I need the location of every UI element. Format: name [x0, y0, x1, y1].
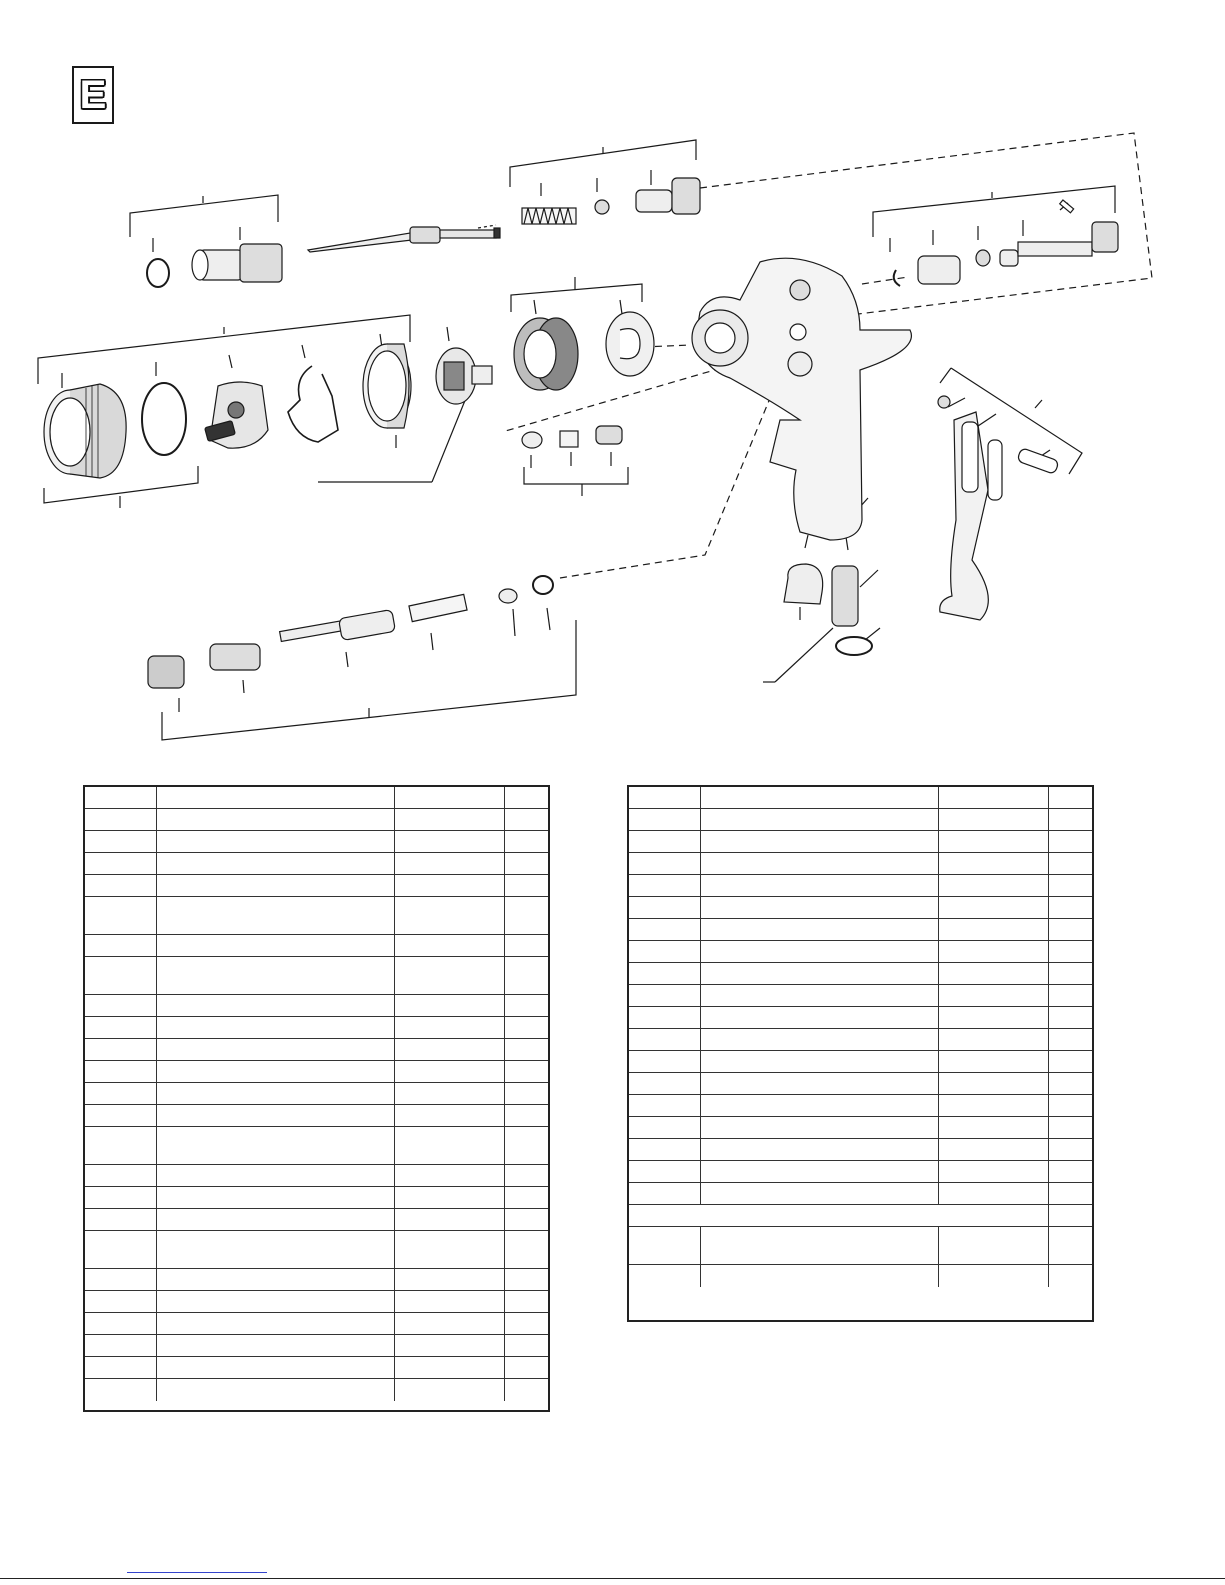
table-cell	[1049, 1095, 1092, 1116]
table-cell	[939, 809, 1049, 830]
table-cell	[505, 935, 548, 956]
table-cell	[157, 1017, 395, 1038]
table-cell	[157, 1061, 395, 1082]
table-cell	[939, 787, 1049, 808]
table-cell	[701, 1265, 939, 1287]
table-cell	[85, 1335, 157, 1356]
table-cell	[157, 1379, 395, 1401]
table-cell	[505, 1269, 548, 1290]
gun-body-part	[692, 258, 911, 540]
small-valve-parts	[522, 426, 622, 448]
air-cap-retaining-ring-part	[44, 384, 126, 478]
table-cell	[85, 1269, 157, 1290]
table-row	[629, 787, 1092, 809]
table-row	[85, 995, 548, 1017]
table-cell	[505, 787, 548, 808]
table-cell	[505, 1061, 548, 1082]
table-cell	[85, 897, 157, 934]
table-cell	[1049, 787, 1092, 808]
table-cell	[395, 897, 505, 934]
table-cell	[939, 875, 1049, 896]
splash-guard-part	[363, 344, 411, 428]
table-cell	[1049, 1161, 1092, 1182]
table-cell	[629, 919, 701, 940]
table-cell	[701, 787, 939, 808]
table-cell	[85, 809, 157, 830]
table-cell	[505, 1231, 548, 1268]
table-cell	[395, 995, 505, 1016]
table-cell	[157, 853, 395, 874]
table-cell	[85, 1127, 157, 1164]
table-cell	[701, 1183, 939, 1204]
table-cell	[395, 853, 505, 874]
table-row	[629, 853, 1092, 875]
table-cell	[701, 963, 939, 984]
table-cell	[939, 963, 1049, 984]
table-cell	[939, 985, 1049, 1006]
table-row	[629, 897, 1092, 919]
table-cell	[629, 985, 701, 1006]
table-cell	[1049, 1117, 1092, 1138]
table-cell	[395, 1039, 505, 1060]
table-cell	[939, 941, 1049, 962]
table-cell	[505, 1313, 548, 1334]
table-row	[85, 1379, 548, 1401]
table-cell	[939, 1051, 1049, 1072]
table-cell	[629, 831, 701, 852]
table-cell	[1049, 897, 1092, 918]
table-cell	[85, 1209, 157, 1230]
table-row	[629, 1227, 1092, 1265]
table-cell	[85, 1083, 157, 1104]
table-cell	[939, 831, 1049, 852]
seal-plate-part	[606, 312, 654, 376]
bracket-top-center	[510, 140, 696, 196]
table-cell	[395, 1083, 505, 1104]
table-row	[629, 985, 1092, 1007]
needle-adjusting-knob-part	[636, 178, 700, 214]
table-cell	[701, 853, 939, 874]
table-cell	[395, 831, 505, 852]
table-cell	[701, 1029, 939, 1050]
table-row	[629, 1183, 1092, 1205]
table-cell	[85, 1379, 157, 1401]
table-cell	[157, 1335, 395, 1356]
table-cell	[939, 853, 1049, 874]
table-cell	[629, 963, 701, 984]
table-row	[85, 1209, 548, 1231]
table-cell	[505, 831, 548, 852]
table-cell	[939, 1095, 1049, 1116]
table-cell	[701, 1095, 939, 1116]
table-cell	[85, 787, 157, 808]
table-cell	[629, 1007, 701, 1028]
section-e-label: E	[72, 66, 114, 124]
table-cell	[1049, 875, 1092, 896]
table-row	[85, 831, 548, 853]
table-cell	[939, 1161, 1049, 1182]
table-cell	[157, 1127, 395, 1164]
table-row	[85, 1017, 548, 1039]
table-cell	[701, 1117, 939, 1138]
table-row	[629, 1051, 1092, 1073]
table-cell	[395, 1335, 505, 1356]
table-cell	[505, 1105, 548, 1126]
table-cell	[157, 875, 395, 896]
table-cell	[701, 875, 939, 896]
table-row	[85, 875, 548, 897]
table-cell	[85, 957, 157, 994]
table-cell	[1049, 1051, 1092, 1072]
table-cell	[85, 1017, 157, 1038]
table-cell	[1049, 1227, 1092, 1264]
table-cell	[85, 831, 157, 852]
table-cell	[1049, 853, 1092, 874]
table-cell	[395, 957, 505, 994]
bracket-small-parts	[524, 452, 628, 496]
table-cell	[1049, 831, 1092, 852]
table-cell	[629, 1095, 701, 1116]
table-cell	[395, 809, 505, 830]
table-cell	[701, 1139, 939, 1160]
table-cell	[395, 1061, 505, 1082]
parts-table-left	[83, 785, 550, 1412]
table-cell	[701, 1161, 939, 1182]
table-cell	[505, 1165, 548, 1186]
table-cell	[395, 1357, 505, 1378]
table-cell	[629, 1265, 701, 1287]
table-cell	[1049, 809, 1092, 830]
table-cell	[157, 1165, 395, 1186]
table-cell	[629, 1029, 701, 1050]
table-cell	[157, 831, 395, 852]
fluid-nozzle-part	[436, 348, 492, 404]
table-cell	[85, 1039, 157, 1060]
table-cell	[1049, 985, 1092, 1006]
table-cell	[939, 919, 1049, 940]
table-cell	[157, 957, 395, 994]
table-cell	[85, 853, 157, 874]
table-row	[629, 831, 1092, 853]
needle-spring-cap-part	[595, 200, 609, 214]
table-cell	[505, 1039, 548, 1060]
table-cell	[157, 1357, 395, 1378]
table-cell	[629, 1161, 701, 1182]
table-cell	[85, 1165, 157, 1186]
table-cell	[939, 1117, 1049, 1138]
table-cell	[395, 1269, 505, 1290]
table-row	[85, 1165, 548, 1187]
exploded-parts-diagram	[0, 0, 1225, 760]
table-row	[629, 1073, 1092, 1095]
spring-clip-part	[288, 366, 338, 442]
bracket-mid-center	[511, 277, 642, 314]
table-cell	[1049, 1073, 1092, 1094]
table-row	[629, 809, 1092, 831]
table-cell	[157, 787, 395, 808]
table-cell	[939, 897, 1049, 918]
table-cell	[85, 875, 157, 896]
table-cell	[85, 1061, 157, 1082]
table-cell	[395, 1105, 505, 1126]
table-cell	[395, 1165, 505, 1186]
table-cell	[157, 1083, 395, 1104]
table-cell	[701, 1073, 939, 1094]
table-row	[629, 1161, 1092, 1183]
air-cap-body-bushing-part	[147, 244, 282, 287]
table-cell	[505, 809, 548, 830]
table-row	[629, 941, 1092, 963]
footer-link-underline	[127, 1572, 267, 1573]
table-row	[629, 1117, 1092, 1139]
table-cell	[395, 787, 505, 808]
table-cell	[505, 875, 548, 896]
air-cap-part	[205, 382, 268, 448]
table-cell	[629, 1183, 701, 1204]
table-cell	[505, 1187, 548, 1208]
table-cell	[1049, 1205, 1092, 1226]
table-cell	[85, 935, 157, 956]
table-cell	[629, 1073, 701, 1094]
table-cell	[157, 1291, 395, 1312]
table-cell	[157, 1187, 395, 1208]
table-cell	[157, 1105, 395, 1126]
table-cell	[701, 985, 939, 1006]
table-cell	[1049, 941, 1092, 962]
table-row	[629, 1007, 1092, 1029]
table-cell	[701, 809, 939, 830]
table-cell	[395, 1379, 505, 1401]
table-cell	[505, 853, 548, 874]
table-row	[85, 897, 548, 935]
table-cell	[629, 1051, 701, 1072]
table-row	[85, 1105, 548, 1127]
table-row	[85, 1231, 548, 1269]
table-cell	[701, 919, 939, 940]
table-cell	[629, 853, 701, 874]
table-row	[85, 1269, 548, 1291]
footer-rule	[0, 1578, 1225, 1579]
table-cell	[395, 1187, 505, 1208]
table-cell	[157, 1039, 395, 1060]
table-cell	[629, 787, 701, 808]
table-cell	[1049, 1265, 1092, 1287]
table-row	[85, 787, 548, 809]
table-cell	[629, 1117, 701, 1138]
table-cell	[629, 809, 701, 830]
table-cell	[395, 1017, 505, 1038]
table-row	[85, 1291, 548, 1313]
table-cell	[395, 1291, 505, 1312]
table-cell	[701, 831, 939, 852]
table-row	[629, 919, 1092, 941]
table-cell	[939, 1139, 1049, 1160]
table-cell	[939, 1265, 1049, 1287]
table-row	[85, 1187, 548, 1209]
table-cell	[395, 875, 505, 896]
table-cell	[85, 1313, 157, 1334]
table-row	[85, 1127, 548, 1165]
table-cell	[701, 897, 939, 918]
table-row	[85, 1335, 548, 1357]
air-valve-assembly-right-part	[894, 200, 1118, 286]
table-cell	[629, 875, 701, 896]
table-cell	[1049, 963, 1092, 984]
table-cell	[1049, 1007, 1092, 1028]
table-cell	[395, 1127, 505, 1164]
table-row	[85, 1083, 548, 1105]
parts-table-right	[627, 785, 1094, 1322]
table-cell	[1049, 1139, 1092, 1160]
table-cell	[85, 1187, 157, 1208]
table-cell	[395, 1209, 505, 1230]
table-row	[629, 1139, 1092, 1161]
table-row	[85, 1061, 548, 1083]
table-row	[85, 935, 548, 957]
table-row	[629, 1095, 1092, 1117]
table-cell	[157, 897, 395, 934]
table-cell	[505, 1083, 548, 1104]
air-cap-oring-part	[142, 383, 186, 455]
table-cell	[701, 1227, 939, 1264]
baffle-part	[514, 318, 578, 390]
table-cell	[629, 1139, 701, 1160]
table-cell	[157, 1209, 395, 1230]
table-cell	[85, 1291, 157, 1312]
table-cell	[395, 1231, 505, 1268]
table-row	[85, 1039, 548, 1061]
table-cell	[939, 1227, 1049, 1264]
table-cell	[505, 897, 548, 934]
table-cell	[85, 995, 157, 1016]
table-cell	[157, 1313, 395, 1334]
table-cell	[505, 1335, 548, 1356]
table-cell	[701, 1007, 939, 1028]
table-row	[629, 875, 1092, 897]
table-cell	[505, 995, 548, 1016]
table-cell	[1049, 1183, 1092, 1204]
table-cell	[701, 1051, 939, 1072]
table-cell	[939, 1183, 1049, 1204]
table-row	[85, 1357, 548, 1379]
table-cell	[85, 1231, 157, 1268]
table-row	[629, 963, 1092, 985]
table-cell	[395, 1313, 505, 1334]
table-cell	[939, 1029, 1049, 1050]
table-cell	[1049, 919, 1092, 940]
table-cell	[505, 1379, 548, 1401]
table-row	[629, 1029, 1092, 1051]
table-cell	[157, 935, 395, 956]
air-inlet-parts	[784, 564, 872, 655]
table-cell	[939, 1007, 1049, 1028]
table-cell	[505, 1127, 548, 1164]
table-cell	[157, 995, 395, 1016]
trigger-part	[938, 396, 1059, 620]
table-cell	[629, 1205, 1049, 1226]
table-cell	[505, 1017, 548, 1038]
table-cell	[1049, 1029, 1092, 1050]
table-row	[629, 1205, 1092, 1227]
table-cell	[939, 1073, 1049, 1094]
table-cell	[629, 941, 701, 962]
table-row	[85, 853, 548, 875]
needle-spring-part	[522, 208, 576, 224]
table-cell	[85, 1357, 157, 1378]
table-cell	[629, 897, 701, 918]
table-row	[85, 809, 548, 831]
table-cell	[85, 1105, 157, 1126]
air-valve-assembly-bottom-part	[148, 576, 553, 688]
table-cell	[505, 1357, 548, 1378]
table-cell	[157, 809, 395, 830]
table-cell	[505, 1291, 548, 1312]
table-cell	[629, 1227, 701, 1264]
table-cell	[505, 1209, 548, 1230]
table-cell	[701, 941, 939, 962]
table-row	[629, 1265, 1092, 1287]
table-row	[85, 957, 548, 995]
fluid-needle-part	[308, 227, 500, 252]
table-row	[85, 1313, 548, 1335]
table-cell	[157, 1269, 395, 1290]
table-cell	[395, 935, 505, 956]
table-cell	[157, 1231, 395, 1268]
table-cell	[505, 957, 548, 994]
